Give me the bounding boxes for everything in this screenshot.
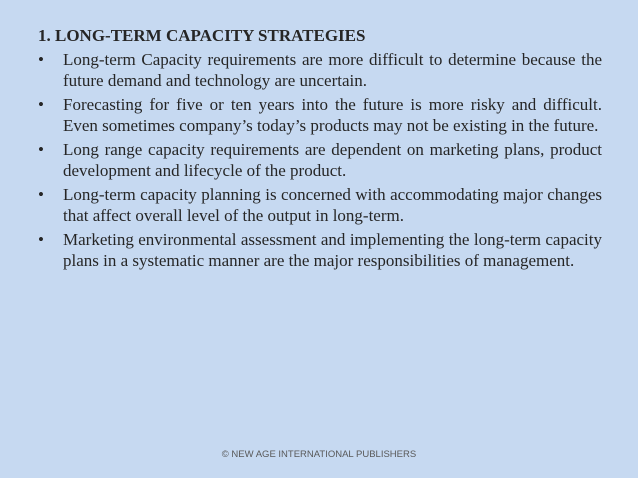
bullet-marker: • (38, 185, 44, 204)
bullet-text: Marketing environmental assessment and implementing the long-term capacity plans in a systematic manner are the major responsibilities of management. (63, 230, 602, 270)
bullet-text: Long-term capacity planning is concerned with accommodating major changes that affect overall level of the output in long-term. (63, 185, 602, 225)
slide-content (38, 26, 602, 275)
slide-footer: © NEW AGE INTERNATIONAL PUBLISHERS (221, 449, 417, 460)
bullet-marker: • (38, 95, 44, 114)
bullet-marker: • (38, 230, 44, 249)
slide-heading: 1. LONG-TERM CAPACITY STRATEGIES (38, 26, 366, 45)
bullet-text: Long range capacity requirements are dependent on marketing plans, product development and lifecycle of the product. (63, 140, 602, 180)
bullet-item (38, 185, 602, 226)
bullet-marker: • (38, 140, 44, 159)
bullet-item (38, 50, 602, 91)
bullet-marker: • (38, 50, 44, 69)
bullet-text: Forecasting for five or ten years into the future is more risky and difficult. Even sometimes company’s today’s products may not be existing in the future. (63, 95, 602, 135)
bullet-item (38, 95, 602, 136)
bullet-list (38, 50, 602, 271)
bullet-item (38, 140, 602, 181)
bullet-text: Long-term Capacity requirements are more difficult to determine because the future demand and technology are uncertain. (63, 50, 602, 90)
bullet-item (38, 230, 602, 271)
